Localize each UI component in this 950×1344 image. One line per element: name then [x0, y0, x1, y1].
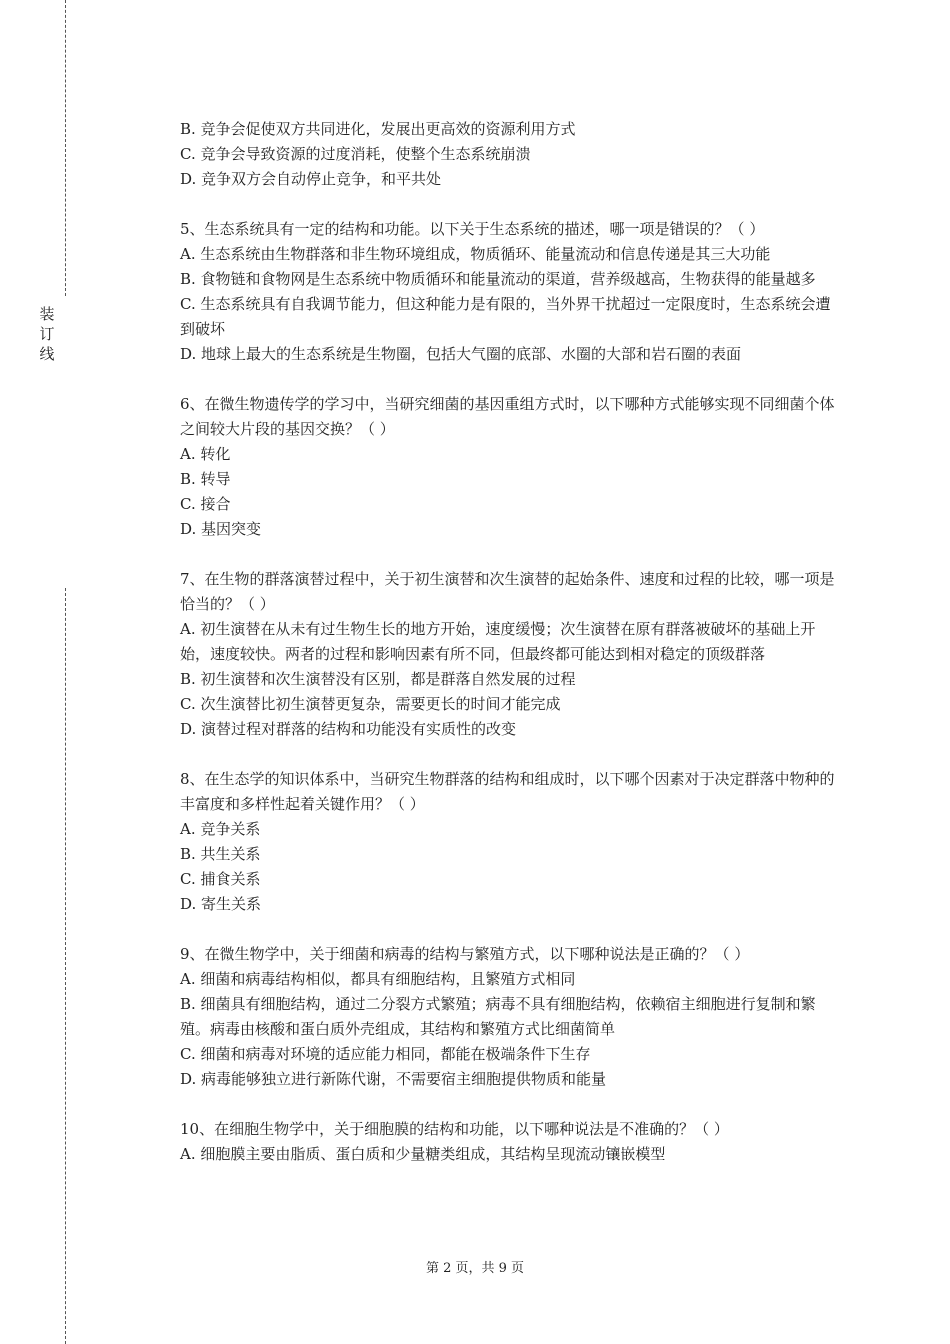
question-5 [180, 217, 845, 367]
binding-line-top [65, 0, 66, 296]
question-7 [180, 567, 845, 742]
option-line: A. 细菌和病毒结构相似，都具有细胞结构，且繁殖方式相同 [180, 970, 576, 988]
option-line: B. 竞争会促使双方共同进化，发展出更高效的资源利用方式 [180, 120, 576, 138]
option-line: C. 竞争会导致资源的过度消耗，使整个生态系统崩溃 [180, 145, 531, 163]
question-10 [180, 1117, 845, 1167]
carryover-options [180, 117, 845, 192]
option-line: A. 初生演替在从未有过生物生长的地方开始，速度缓慢；次生演替在原有群落被破坏的基础上开始，速度较快。两者的过程和影响因素有所不同，但最终都可能达到相对稳定的顶级群落 [180, 620, 816, 663]
option-line: D. 竞争双方会自动停止竞争，和平共处 [180, 170, 442, 188]
question-stem: 7、在生物的群落演替过程中，关于初生演替和次生演替的起始条件、速度和过程的比较，哪一项是恰当的？（ ） [180, 570, 835, 613]
question-stem: 10、在细胞生物学中，关于细胞膜的结构和功能，以下哪种说法是不准确的？（ ） [180, 1120, 729, 1138]
option-line: C. 次生演替比初生演替更复杂，需要更长的时间才能完成 [180, 695, 561, 713]
binding-char: 订 [39, 325, 55, 343]
option-line: A. 竞争关系 [180, 820, 261, 838]
option-line: C. 生态系统具有自我调节能力，但这种能力是有限的，当外界干扰超过一定限度时，生态系统会遭到破坏 [180, 295, 831, 338]
question-9 [180, 942, 845, 1092]
option-line: B. 共生关系 [180, 845, 261, 863]
binding-char: 装 [39, 305, 55, 323]
option-line: C. 细菌和病毒对环境的适应能力相同，都能在极端条件下生存 [180, 1045, 591, 1063]
question-stem: 9、在微生物学中，关于细菌和病毒的结构与繁殖方式，以下哪种说法是正确的？（ ） [180, 945, 750, 963]
option-line: A. 细胞膜主要由脂质、蛋白质和少量糖类组成，其结构呈现流动镶嵌模型 [180, 1145, 666, 1163]
option-line: A. 生态系统由生物群落和非生物环境组成，物质循环、能量流动和信息传递是其三大功能 [180, 245, 771, 263]
binding-line-bottom [65, 588, 66, 1344]
option-line: B. 细菌具有细胞结构，通过二分裂方式繁殖；病毒不具有细胞结构，依赖宿主细胞进行复制和繁殖。病毒由核酸和蛋白质外壳组成，其结构和繁殖方式比细菌简单 [180, 995, 816, 1038]
option-line: D. 地球上最大的生态系统是生物圈，包括大气圈的底部、水圈的大部和岩石圈的表面 [180, 345, 742, 363]
option-line: D. 病毒能够独立进行新陈代谢，不需要宿主细胞提供物质和能量 [180, 1070, 607, 1088]
binding-label [38, 304, 56, 364]
binding-char: 线 [39, 345, 55, 363]
option-line: D. 基因突变 [180, 520, 262, 538]
option-line: D. 寄生关系 [180, 895, 262, 913]
question-content [180, 117, 845, 1167]
option-line: D. 演替过程对群落的结构和功能没有实质性的改变 [180, 720, 517, 738]
option-line: C. 捕食关系 [180, 870, 261, 888]
option-line: B. 初生演替和次生演替没有区别，都是群落自然发展的过程 [180, 670, 576, 688]
question-stem: 6、在微生物遗传学的学习中，当研究细菌的基因重组方式时，以下哪种方式能够实现不同细菌个体之间较大片段的基因交换？（ ） [180, 395, 835, 438]
question-stem: 8、在生态学的知识体系中，当研究生物群落的结构和组成时，以下哪个因素对于决定群落中物种的丰富度和多样性起着关键作用？（ ） [180, 770, 835, 813]
option-line: B. 转导 [180, 470, 231, 488]
question-6 [180, 392, 845, 542]
question-stem: 5、生态系统具有一定的结构和功能。以下关于生态系统的描述，哪一项是错误的？（ ） [180, 220, 765, 238]
option-line: B. 食物链和食物网是生态系统中物质循环和能量流动的渠道，营养级越高，生物获得的能量越多 [180, 270, 816, 288]
option-line: A. 转化 [180, 445, 231, 463]
option-line: C. 接合 [180, 495, 231, 513]
question-8 [180, 767, 845, 917]
page-number: 第 2 页，共 9 页 [425, 1261, 525, 1276]
